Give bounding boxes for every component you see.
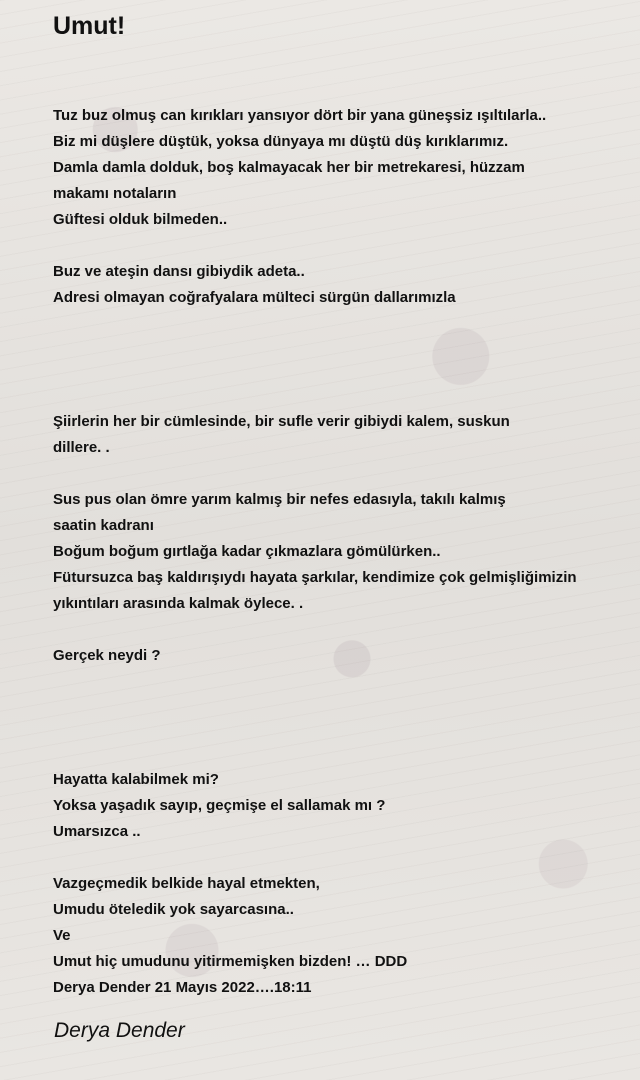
poem-line: Şiirlerin her bir cümlesinde, bir sufle verir gibiydi kalem, suskun	[53, 413, 510, 430]
poem-line: Güftesi olduk bilmeden..	[53, 211, 228, 228]
stanza-gap	[53, 845, 638, 871]
poem-title: Umut!	[53, 12, 126, 40]
poem-line: makamı notaların	[53, 185, 177, 202]
author-signature: Derya Dender	[54, 1019, 185, 1042]
poem-line: Tuz buz olmuş can kırıkları yansıyor dört bir yana güneşsiz ışıltılarla..	[53, 107, 547, 124]
poem-line: Fütursuzca baş kaldırışıydı hayata şarkılar, kendimize çok gelmişliğimizin	[53, 569, 577, 586]
stanza-gap	[53, 461, 638, 487]
poem-line: Umudu öteledik yok sayarcasına..	[53, 901, 294, 918]
poem-line: Gerçek neydi ?	[53, 647, 161, 664]
poem-line: Hayatta kalabilmek mi?	[53, 771, 219, 788]
stanza-gap	[53, 233, 638, 259]
stanza-6	[53, 767, 638, 845]
poem-line: Umut hiç umudunu yitirmemişken bizden! … DDD	[53, 953, 408, 970]
poem-line: Sus pus olan ömre yarım kalmış bir nefes edasıyla, takılı kalmış	[53, 491, 506, 508]
poem-line: dillere. .	[53, 439, 110, 456]
stanza-gap	[53, 669, 638, 767]
stanza-4	[53, 487, 638, 617]
poem-line: Boğum boğum gırtlağa kadar çıkmazlara gömülürken..	[53, 543, 441, 560]
poem-line: Biz mi düşlere düştük, yoksa dünyaya mı düştü düş kırıklarımız.	[53, 133, 509, 150]
stanza-1	[53, 103, 638, 233]
poem-line: saatin kadranı	[53, 517, 154, 534]
poem-line: Derya Dender 21 Mayıs 2022….18:11	[53, 979, 312, 996]
poem-body	[53, 103, 638, 1001]
poem-line: Buz ve ateşin dansı gibiydik adeta..	[53, 263, 305, 280]
stanza-gap	[53, 617, 638, 643]
stanza-7	[53, 871, 638, 1001]
poem-line: Umarsızca ..	[53, 823, 141, 840]
poem-line: Adresi olmayan coğrafyalara mülteci sürgün dallarımızla	[53, 289, 456, 306]
poem-line: yıkıntıları arasında kalmak öylece. .	[53, 595, 304, 612]
stanza-gap	[53, 311, 638, 409]
stanza-5	[53, 643, 638, 669]
stanza-2	[53, 259, 638, 311]
poem-line: Yoksa yaşadık sayıp, geçmişe el sallamak mı ?	[53, 797, 386, 814]
stanza-3	[53, 409, 638, 461]
poem-line: Vazgeçmedik belkide hayal etmekten,	[53, 875, 320, 892]
poem-line: Damla damla dolduk, boş kalmayacak her bir metrekaresi, hüzzam	[53, 159, 525, 176]
poem-line: Ve	[53, 927, 71, 944]
